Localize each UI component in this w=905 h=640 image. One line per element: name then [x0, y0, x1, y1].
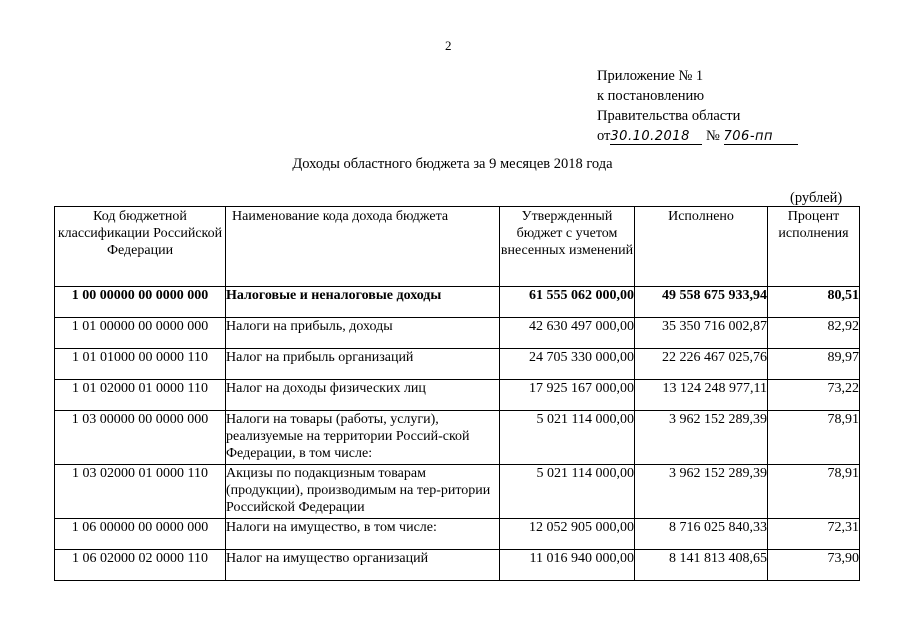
row-code: 1 00 00000 00 0000 000: [55, 287, 226, 318]
appendix-line-1: Приложение № 1: [597, 68, 704, 84]
row-name: Налоговые и неналоговые доходы: [226, 287, 500, 318]
row-percent: 89,97: [768, 349, 860, 380]
row-approved: 5 021 114 000,00: [500, 465, 635, 519]
row-name: Налог на доходы физических лиц: [226, 380, 500, 411]
row-executed: 35 350 716 002,87: [635, 318, 768, 349]
row-code: 1 01 01000 00 0000 110: [55, 349, 226, 380]
row-approved: 61 555 062 000,00: [500, 287, 635, 318]
row-name: Налоги на прибыль, доходы: [226, 318, 500, 349]
row-name: Налоги на имущество, в том числе:: [226, 519, 500, 550]
row-percent: 73,90: [768, 550, 860, 581]
row-approved: 5 021 114 000,00: [500, 411, 635, 465]
from-label: от: [597, 128, 611, 144]
table-row: [55, 411, 860, 465]
row-executed: 8 141 813 408,65: [635, 550, 768, 581]
row-percent: 80,51: [768, 287, 860, 318]
table-row: [55, 349, 860, 380]
table-row: [55, 380, 860, 411]
row-executed: 49 558 675 933,94: [635, 287, 768, 318]
table-row: [55, 550, 860, 581]
units-label: (рублей): [790, 190, 843, 206]
row-name: Налоги на товары (работы, услуги), реализуемые на территории Россий-ской Федерации, в том числе:: [226, 411, 500, 465]
appendix-block: [597, 66, 798, 146]
document-title: Доходы областного бюджета за 9 месяцев 2018 года: [292, 156, 613, 172]
page-number: 2: [445, 38, 452, 53]
appendix-line-4: [597, 126, 798, 146]
row-percent: 72,31: [768, 519, 860, 550]
row-executed: 8 716 025 840,33: [635, 519, 768, 550]
number-label: №: [706, 128, 720, 144]
row-name: Акцизы по подакцизным товарам (продукции), производимым на тер-ритории Российской Федерации: [226, 465, 500, 519]
row-percent: 73,22: [768, 380, 860, 411]
row-executed: 3 962 152 289,39: [635, 411, 768, 465]
row-approved: 12 052 905 000,00: [500, 519, 635, 550]
row-executed: 22 226 467 025,76: [635, 349, 768, 380]
row-approved: 11 016 940 000,00: [500, 550, 635, 581]
row-code: 1 03 02000 01 0000 110: [55, 465, 226, 519]
row-name: Налог на имущество организаций: [226, 550, 500, 581]
table-row: [55, 287, 860, 318]
row-approved: 17 925 167 000,00: [500, 380, 635, 411]
row-executed: 3 962 152 289,39: [635, 465, 768, 519]
handwritten-number: 706-пп: [724, 129, 798, 145]
row-percent: 82,92: [768, 318, 860, 349]
header-approved: Утвержденный бюджет с учетом внесенных изменений: [500, 207, 635, 287]
header-executed: Исполнено: [635, 207, 768, 287]
row-approved: 42 630 497 000,00: [500, 318, 635, 349]
header-name: Наименование кода дохода бюджета: [226, 207, 500, 287]
row-code: 1 06 00000 00 0000 000: [55, 519, 226, 550]
row-percent: 78,91: [768, 465, 860, 519]
row-code: 1 01 02000 01 0000 110: [55, 380, 226, 411]
revenue-table: [54, 206, 860, 581]
row-name: Налог на прибыль организаций: [226, 349, 500, 380]
table-row: [55, 465, 860, 519]
row-executed: 13 124 248 977,11: [635, 380, 768, 411]
handwritten-date: 30.10.2018: [610, 129, 702, 145]
row-code: 1 01 00000 00 0000 000: [55, 318, 226, 349]
header-percent: Процент исполнения: [768, 207, 860, 287]
table-row: [55, 519, 860, 550]
header-code: Код бюджетной классификации Российской Федерации: [55, 207, 226, 287]
appendix-line-2: к постановлению: [597, 88, 705, 104]
appendix-line-3: Правительства области: [597, 108, 741, 124]
table-header-row: [55, 207, 860, 287]
row-code: 1 06 02000 02 0000 110: [55, 550, 226, 581]
row-code: 1 03 00000 00 0000 000: [55, 411, 226, 465]
table-row: [55, 318, 860, 349]
row-approved: 24 705 330 000,00: [500, 349, 635, 380]
row-percent: 78,91: [768, 411, 860, 465]
